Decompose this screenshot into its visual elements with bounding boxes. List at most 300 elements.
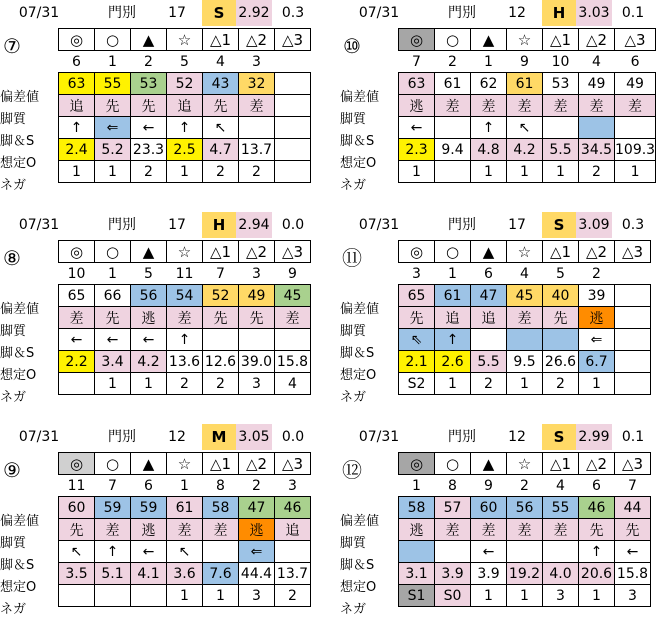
running-style-cell: 差 <box>543 519 579 541</box>
row-label: 偏差値 <box>340 90 380 105</box>
mark-cell: ○ <box>435 453 471 475</box>
estimated-odds-cell: 3.1 <box>399 563 435 585</box>
mark-cell: ☆ <box>167 453 203 475</box>
deviation-cell: 54 <box>167 285 203 307</box>
horse-number-cell: 4 <box>543 475 579 497</box>
mark-cell: △2 <box>579 29 615 51</box>
race-header <box>340 0 662 28</box>
deviation-cell: 61 <box>167 497 203 519</box>
deviation-cell: 52 <box>167 73 203 95</box>
nega-cell: 3 <box>615 585 651 607</box>
deviation-cell: 39 <box>579 285 615 307</box>
running-style-cell: 逃 <box>399 95 435 117</box>
race-field-size: 17 <box>168 5 186 21</box>
table-row <box>399 95 656 117</box>
position-arrow-cell: ← <box>399 117 435 139</box>
deviation-cell <box>275 73 311 95</box>
estimated-odds-cell: 15.8 <box>615 563 651 585</box>
row-label: 想定O <box>0 368 37 383</box>
horse-number-cell: 4 <box>203 51 239 73</box>
race-date: 07/31 <box>358 5 400 21</box>
race-field-size: 12 <box>508 5 526 21</box>
running-style-cell: 先 <box>239 307 275 329</box>
prediction-table <box>58 452 311 607</box>
nega-cell: 2 <box>203 161 239 183</box>
deviation-cell: 60 <box>59 497 95 519</box>
position-arrow-cell <box>543 541 579 563</box>
estimated-odds-cell: 4.2 <box>507 139 543 161</box>
row-label: 偏差値 <box>340 302 380 317</box>
estimated-odds-cell: 9.5 <box>507 351 543 373</box>
deviation-cell: 59 <box>131 497 167 519</box>
estimated-odds-cell: 3.5 <box>59 563 95 585</box>
mark-cell: ▲ <box>131 241 167 263</box>
deviation-cell: 56 <box>507 497 543 519</box>
deviation-cell: 45 <box>507 285 543 307</box>
deviation-cell: 58 <box>203 497 239 519</box>
position-arrow-cell: ← <box>615 541 651 563</box>
running-style-cell: 先 <box>579 519 615 541</box>
position-arrow-cell: ↖ <box>507 117 543 139</box>
nega-cell: 4 <box>275 373 311 395</box>
mark-cell: △1 <box>203 241 239 263</box>
race-header <box>0 424 322 452</box>
table-row <box>59 373 311 395</box>
nega-cell: 2 <box>167 373 203 395</box>
race-number: ⑪ <box>342 246 362 270</box>
nega-cell: 1 <box>471 161 507 183</box>
running-style-cell: 追 <box>59 95 95 117</box>
deviation-cell: 63 <box>399 73 435 95</box>
estimated-odds-cell <box>275 139 311 161</box>
running-style-cell <box>615 307 651 329</box>
race-venue: 門別 <box>108 429 136 445</box>
position-arrow-cell <box>471 329 507 351</box>
row-label: 脚＆S <box>0 346 35 361</box>
row-label: 偏差値 <box>0 90 40 105</box>
deviation-cell: 49 <box>239 285 275 307</box>
running-style-cell: 差 <box>435 95 471 117</box>
row-label: 脚質 <box>340 536 367 551</box>
nega-cell: 2 <box>203 373 239 395</box>
race-odds: 3.05 <box>236 424 272 450</box>
estimated-odds-cell: 3.6 <box>167 563 203 585</box>
deviation-cell: 47 <box>239 497 275 519</box>
running-style-cell: 逃 <box>131 519 167 541</box>
position-arrow-cell <box>507 329 543 351</box>
deviation-cell: 52 <box>203 285 239 307</box>
horse-number-cell: 5 <box>167 51 203 73</box>
table-row <box>399 285 651 307</box>
running-style-cell: 先 <box>95 95 131 117</box>
position-arrow-cell: ↑ <box>167 329 203 351</box>
deviation-cell: 53 <box>131 73 167 95</box>
mark-cell: △3 <box>275 241 311 263</box>
nega-cell: 2 <box>131 161 167 183</box>
deviation-cell: 63 <box>59 73 95 95</box>
table-row <box>399 329 651 351</box>
table-row <box>399 73 656 95</box>
running-style-cell <box>275 95 311 117</box>
table-row <box>399 497 651 519</box>
mark-cell: ☆ <box>507 453 543 475</box>
position-arrow-cell: ↖ <box>203 117 239 139</box>
table-row <box>399 161 656 183</box>
nega-cell: 1 <box>507 161 543 183</box>
running-style-cell: 差 <box>435 519 471 541</box>
race-header <box>340 424 662 452</box>
race-panel <box>340 0 662 193</box>
row-label: 脚質 <box>0 112 27 127</box>
position-arrow-cell: ⇐ <box>239 541 275 563</box>
horse-number-cell: 5 <box>131 263 167 285</box>
row-label: 脚質 <box>340 324 367 339</box>
row-label: 脚＆S <box>0 558 35 573</box>
mark-cell: △2 <box>239 241 275 263</box>
mark-cell: ☆ <box>507 241 543 263</box>
running-style-cell: 差 <box>167 519 203 541</box>
estimated-odds-cell: 44.4 <box>239 563 275 585</box>
position-arrow-cell: ← <box>95 329 131 351</box>
table-row <box>399 519 651 541</box>
nega-cell <box>59 585 95 607</box>
race-grade-badge: S <box>542 212 576 238</box>
horse-number-cell: 2 <box>239 475 275 497</box>
position-arrow-cell <box>203 541 239 563</box>
mark-cell: △1 <box>543 453 579 475</box>
horse-number-cell: 2 <box>579 263 615 285</box>
estimated-odds-cell: 3.9 <box>471 563 507 585</box>
horse-number-cell: 4 <box>507 263 543 285</box>
table-row <box>59 95 311 117</box>
estimated-odds-cell: 26.6 <box>543 351 579 373</box>
race-header <box>0 212 322 240</box>
nega-cell: 1 <box>399 161 435 183</box>
position-arrow-cell <box>275 117 311 139</box>
deviation-cell: 46 <box>579 497 615 519</box>
horse-number-cell: 9 <box>471 475 507 497</box>
race-odds: 2.94 <box>236 212 272 238</box>
deviation-cell: 57 <box>435 497 471 519</box>
nega-cell: S2 <box>399 373 435 395</box>
mark-cell: ▲ <box>471 241 507 263</box>
table-row <box>399 563 651 585</box>
estimated-odds-cell: 4.2 <box>131 351 167 373</box>
position-arrow-cell <box>615 117 656 139</box>
estimated-odds-cell: 20.6 <box>579 563 615 585</box>
estimated-odds-cell: 4.8 <box>471 139 507 161</box>
nega-cell <box>95 585 131 607</box>
horse-number-cell: 8 <box>203 475 239 497</box>
row-label: 脚質 <box>0 324 27 339</box>
estimated-odds-cell: 2.5 <box>167 139 203 161</box>
row-label: ネガ <box>0 602 27 617</box>
mark-cell: ▲ <box>131 453 167 475</box>
race-score: 0.3 <box>621 217 645 233</box>
position-arrow-cell: ← <box>471 541 507 563</box>
horse-number-cell: 3 <box>239 51 275 73</box>
row-label: 想定O <box>340 156 377 171</box>
race-grade-badge: H <box>202 212 236 238</box>
position-arrow-cell <box>579 117 615 139</box>
position-arrow-cell <box>507 541 543 563</box>
mark-cell: ◎ <box>399 29 435 51</box>
horse-number-cell: 11 <box>59 475 95 497</box>
running-style-cell: 差 <box>203 519 239 541</box>
position-arrow-cell <box>435 541 471 563</box>
nega-cell: 2 <box>239 161 275 183</box>
mark-cell: △2 <box>239 29 275 51</box>
nega-cell <box>435 161 471 183</box>
mark-cell: ◎ <box>59 453 95 475</box>
table-row <box>59 285 311 307</box>
mark-cell: △1 <box>203 453 239 475</box>
horse-number-cell: 7 <box>95 475 131 497</box>
estimated-odds-cell: 13.7 <box>275 563 311 585</box>
race-panel <box>340 212 662 405</box>
mark-cell: ○ <box>435 29 471 51</box>
mark-cell: ○ <box>95 453 131 475</box>
mark-cell: ☆ <box>167 29 203 51</box>
mark-cell: ☆ <box>167 241 203 263</box>
horse-number-cell <box>615 263 651 285</box>
estimated-odds-cell: 3.4 <box>95 351 131 373</box>
horse-number-cell: 8 <box>435 475 471 497</box>
position-arrow-cell: ⇐ <box>579 329 615 351</box>
position-arrow-cell: ⇖ <box>399 329 435 351</box>
horse-number-cell: 9 <box>275 263 311 285</box>
horse-number-cell: 6 <box>579 475 615 497</box>
table-row <box>59 241 311 263</box>
deviation-cell: 46 <box>275 497 311 519</box>
deviation-cell: 65 <box>399 285 435 307</box>
table-row <box>59 161 311 183</box>
row-label: 脚＆S <box>340 346 375 361</box>
row-label: 脚質 <box>340 112 367 127</box>
race-field-size: 17 <box>508 217 526 233</box>
position-arrow-cell: ↖ <box>167 541 203 563</box>
nega-cell <box>275 161 311 183</box>
race-field-size: 12 <box>508 429 526 445</box>
table-row <box>59 263 311 285</box>
race-number: ⑧ <box>3 246 21 270</box>
deviation-cell: 47 <box>471 285 507 307</box>
race-number: ⑦ <box>3 34 21 58</box>
deviation-cell: 61 <box>435 285 471 307</box>
race-date: 07/31 <box>18 5 60 21</box>
race-score: 0.0 <box>281 217 305 233</box>
estimated-odds-cell: 13.7 <box>239 139 275 161</box>
estimated-odds-cell: 7.6 <box>203 563 239 585</box>
row-label: 偏差値 <box>0 302 40 317</box>
row-label: 脚＆S <box>0 134 35 149</box>
table-row <box>59 563 311 585</box>
estimated-odds-cell: 4.1 <box>131 563 167 585</box>
running-style-cell: 追 <box>167 95 203 117</box>
position-arrow-cell <box>239 117 275 139</box>
estimated-odds-cell: 2.2 <box>59 351 95 373</box>
table-row <box>399 241 651 263</box>
deviation-cell: 66 <box>95 285 131 307</box>
running-style-cell: 先 <box>399 307 435 329</box>
prediction-table <box>58 28 311 183</box>
mark-cell: ◎ <box>399 453 435 475</box>
nega-cell <box>615 373 651 395</box>
position-arrow-cell <box>275 541 311 563</box>
race-panel <box>340 424 662 617</box>
deviation-cell: 60 <box>471 497 507 519</box>
race-venue: 門別 <box>108 217 136 233</box>
race-grade-badge: S <box>542 424 576 450</box>
race-panel <box>0 0 322 193</box>
race-score: 0.1 <box>621 429 645 445</box>
position-arrow-cell <box>239 329 275 351</box>
estimated-odds-cell: 6.7 <box>579 351 615 373</box>
running-style-cell: 逃 <box>579 307 615 329</box>
position-arrow-cell: ← <box>131 117 167 139</box>
nega-cell: 3 <box>239 373 275 395</box>
position-arrow-cell: ↑ <box>471 117 507 139</box>
deviation-cell: 61 <box>435 73 471 95</box>
nega-cell: S1 <box>399 585 435 607</box>
nega-cell: 3 <box>543 585 579 607</box>
nega-cell: 1 <box>435 373 471 395</box>
deviation-cell: 65 <box>59 285 95 307</box>
deviation-cell: 49 <box>615 73 656 95</box>
table-row <box>399 585 651 607</box>
running-style-cell: 差 <box>471 519 507 541</box>
mark-cell: ▲ <box>471 453 507 475</box>
nega-cell: 1 <box>95 161 131 183</box>
estimated-odds-cell: 3.9 <box>435 563 471 585</box>
horse-number-cell: 1 <box>95 51 131 73</box>
mark-cell: △3 <box>615 453 651 475</box>
mark-cell: ▲ <box>471 29 507 51</box>
race-number: ⑨ <box>3 458 21 482</box>
mark-cell: ○ <box>435 241 471 263</box>
row-label: 脚＆S <box>340 134 375 149</box>
deviation-cell: 56 <box>131 285 167 307</box>
horse-number-cell: 7 <box>203 263 239 285</box>
table-row <box>399 51 656 73</box>
position-arrow-cell: ← <box>131 329 167 351</box>
race-venue: 門別 <box>448 429 476 445</box>
row-label: 想定O <box>340 580 377 595</box>
horse-number-cell: 1 <box>95 263 131 285</box>
nega-cell: 3 <box>239 585 275 607</box>
horse-number-cell: 7 <box>399 51 435 73</box>
horse-number-cell: 1 <box>435 263 471 285</box>
race-grade-badge: H <box>542 0 576 26</box>
running-style-cell: 差 <box>615 95 656 117</box>
running-style-cell: 追 <box>435 307 471 329</box>
table-row <box>59 29 311 51</box>
mark-cell: △2 <box>579 241 615 263</box>
position-arrow-cell <box>543 329 579 351</box>
deviation-cell: 49 <box>579 73 615 95</box>
horse-number-cell: 6 <box>471 263 507 285</box>
estimated-odds-cell: 2.3 <box>399 139 435 161</box>
estimated-odds-cell: 34.5 <box>579 139 615 161</box>
estimated-odds-cell: 19.2 <box>507 563 543 585</box>
table-row <box>59 541 311 563</box>
estimated-odds-cell: 5.1 <box>95 563 131 585</box>
nega-cell: 1 <box>615 161 656 183</box>
row-label: ネガ <box>0 178 27 193</box>
race-grade-badge: M <box>202 424 236 450</box>
mark-cell: △2 <box>239 453 275 475</box>
horse-number-cell: 1 <box>471 51 507 73</box>
race-odds: 3.03 <box>576 0 612 26</box>
mark-cell: ○ <box>95 29 131 51</box>
estimated-odds-cell: 15.8 <box>275 351 311 373</box>
race-field-size: 12 <box>168 429 186 445</box>
position-arrow-cell: ⇐ <box>95 117 131 139</box>
row-label: 偏差値 <box>0 514 40 529</box>
deviation-cell: 45 <box>275 285 311 307</box>
running-style-cell: 差 <box>167 307 203 329</box>
running-style-cell: 差 <box>95 519 131 541</box>
mark-cell: △3 <box>275 29 311 51</box>
position-arrow-cell <box>615 329 651 351</box>
race-panel <box>0 424 322 617</box>
race-score: 0.0 <box>281 429 305 445</box>
estimated-odds-cell: 5.5 <box>471 351 507 373</box>
horse-number-cell: 6 <box>615 51 656 73</box>
running-style-cell: 差 <box>239 95 275 117</box>
running-style-cell: 差 <box>543 95 579 117</box>
nega-cell: 1 <box>59 161 95 183</box>
nega-cell: 2 <box>275 585 311 607</box>
horse-number-cell: 4 <box>579 51 615 73</box>
mark-cell: △3 <box>615 241 651 263</box>
position-arrow-cell: ↑ <box>59 117 95 139</box>
position-arrow-cell: ← <box>131 541 167 563</box>
estimated-odds-cell: 12.6 <box>203 351 239 373</box>
race-venue: 門別 <box>108 5 136 21</box>
running-style-cell: 逃 <box>131 307 167 329</box>
table-row <box>59 51 311 73</box>
nega-cell: 1 <box>543 161 579 183</box>
mark-cell: ▲ <box>131 29 167 51</box>
mark-cell: △3 <box>275 453 311 475</box>
table-row <box>399 139 656 161</box>
row-label: 想定O <box>0 580 37 595</box>
mark-cell: ◎ <box>399 241 435 263</box>
deviation-cell: 32 <box>239 73 275 95</box>
mark-cell: △1 <box>543 241 579 263</box>
mark-cell: ◎ <box>59 241 95 263</box>
row-label: ネガ <box>340 390 367 405</box>
table-row <box>59 585 311 607</box>
deviation-cell: 55 <box>543 497 579 519</box>
nega-cell <box>59 373 95 395</box>
horse-number-cell: 2 <box>507 475 543 497</box>
race-score: 0.3 <box>281 5 305 21</box>
mark-cell: ☆ <box>507 29 543 51</box>
deviation-cell: 44 <box>615 497 651 519</box>
nega-cell: S0 <box>435 585 471 607</box>
table-row <box>59 73 311 95</box>
race-venue: 門別 <box>448 5 476 21</box>
table-row <box>59 307 311 329</box>
running-style-cell: 差 <box>507 519 543 541</box>
race-header <box>0 0 322 28</box>
table-row <box>59 351 311 373</box>
table-row <box>399 453 651 475</box>
horse-number-cell: 2 <box>131 51 167 73</box>
nega-cell: 1 <box>507 373 543 395</box>
